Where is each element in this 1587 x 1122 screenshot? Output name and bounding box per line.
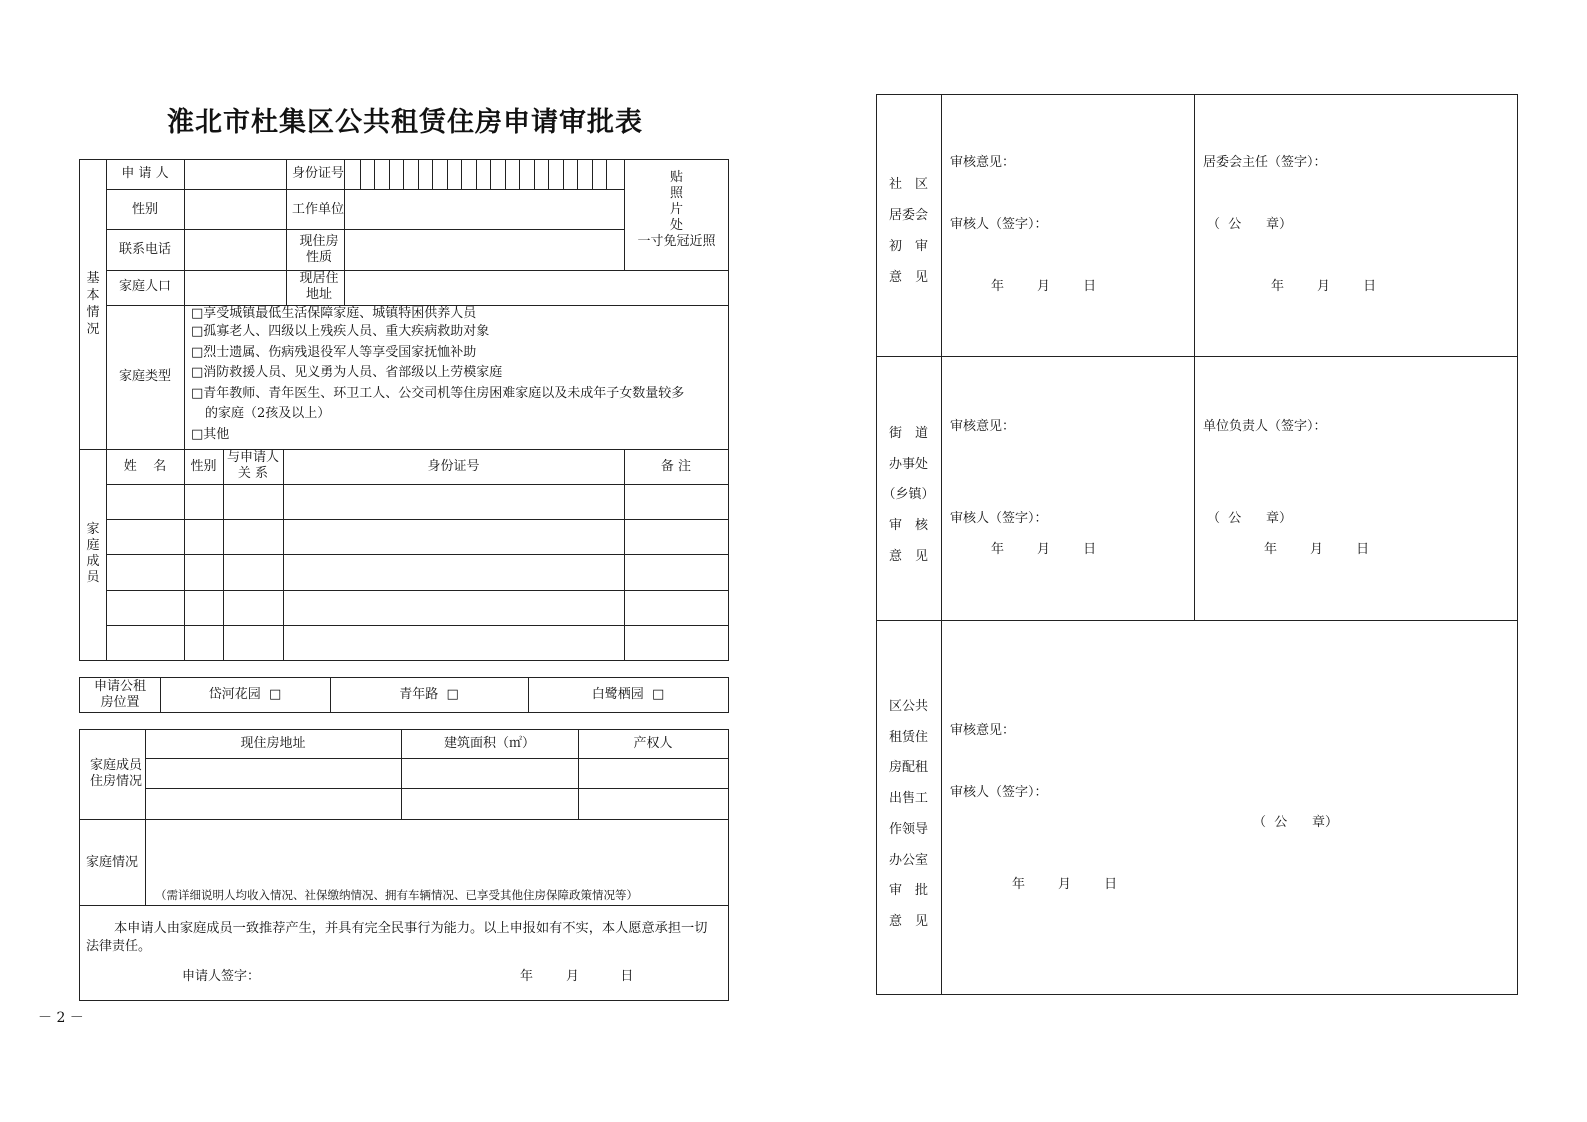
housing-label: 家庭成员住房情况 — [89, 758, 142, 789]
district-review-label-line: 作领导 — [888, 821, 928, 837]
housing-row[interactable] — [146, 789, 728, 818]
street-seal: （ 公 章） — [1207, 511, 1293, 526]
community-review-date: 年 月 日 — [991, 279, 1097, 294]
family-type-option[interactable]: □孤寡老人、四级以上残疾人员、重大疾病救助对象 — [191, 324, 490, 339]
family-type-option[interactable]: □消防救援人员、见义勇为人员、省部级以上劳模家庭 — [191, 365, 503, 381]
district-review-label-line: 审 批 — [888, 883, 928, 899]
member-row[interactable] — [107, 591, 728, 625]
employer-label: 工作单位 — [292, 202, 345, 217]
photo-area — [625, 170, 728, 250]
basic-section-label: 基本情况 — [86, 271, 100, 337]
district-review-label-line: 租赁住 — [888, 729, 928, 745]
declaration-text: 本申请人由家庭成员一致推荐产生，并具有完全民事行为能力。以上申报如有不实，本人愿意承担一切 — [114, 921, 708, 936]
member-row[interactable] — [107, 555, 728, 589]
photo-label-2: 照 — [669, 186, 683, 201]
location-option-bailuqiyuan[interactable]: 白鹭栖园 □ — [591, 687, 665, 702]
address-label: 现居住地址 — [299, 271, 339, 302]
housing-nature-input[interactable] — [345, 230, 623, 269]
location-option-qingnianlu[interactable]: 青年路 □ — [399, 687, 459, 702]
district-review-label-line: 出售工 — [888, 791, 928, 807]
family-situation-note: （需详细说明人均收入情况、社保缴纳情况、拥有车辆情况、已享受其他住房保障政策情况等） — [155, 888, 638, 902]
community-opinion-label: 审核意见： — [950, 155, 1016, 170]
member-row[interactable] — [107, 520, 728, 554]
address-input[interactable] — [345, 271, 727, 304]
member-col-id: 身份证号 — [427, 459, 480, 474]
applicant-signature-date: 年 月 日 — [520, 969, 634, 984]
member-col-relation-line: 关 系 — [237, 466, 269, 481]
members-section-label: 家庭成员 — [86, 522, 100, 585]
community-opinion-input[interactable] — [942, 95, 1193, 355]
applicant-signature-label: 申请人签字： — [182, 969, 261, 984]
gender-label: 性别 — [131, 202, 158, 217]
phone-input[interactable] — [185, 230, 285, 269]
member-col-relation-line: 与申请人 — [226, 450, 279, 465]
district-review-label-line: 办公室 — [888, 852, 928, 868]
street-head-date: 年 月 日 — [1264, 542, 1370, 557]
community-seal: （ 公 章） — [1207, 217, 1293, 232]
family-type-option-cont: 的家庭（2孩及以上） — [205, 406, 331, 422]
family-situation-input[interactable] — [146, 820, 728, 884]
member-col-relation — [223, 450, 283, 482]
family-type-option[interactable]: □烈士遗属、伤病残退役军人等享受国家抚恤补助 — [191, 344, 477, 360]
street-review-date: 年 月 日 — [991, 542, 1097, 557]
community-review-label — [876, 169, 941, 293]
district-opinion-input[interactable] — [942, 621, 1517, 993]
street-review-label-line: 办事处 — [888, 456, 928, 472]
member-row[interactable] — [107, 626, 728, 660]
street-review-label-line: （乡镇） — [882, 487, 935, 503]
gender-input[interactable] — [185, 190, 285, 228]
street-review-label-line: 街 道 — [888, 426, 928, 441]
phone-label: 联系电话 — [118, 242, 171, 257]
family-type-option[interactable]: □其他 — [191, 426, 230, 442]
applicant-input[interactable] — [185, 160, 285, 188]
housing-col-area: 建筑面积（㎡） — [443, 736, 535, 751]
location-option-daihe[interactable]: 岱河花园 □ — [208, 687, 282, 702]
household-size-input[interactable] — [185, 271, 285, 304]
page-title: 淮北市杜集区公共租赁住房申请审批表 — [167, 107, 643, 138]
district-opinion-label: 审核意见： — [950, 723, 1016, 738]
community-reviewer-label: 审核人（签字）： — [950, 217, 1048, 232]
district-review-label-line: 区公共 — [888, 699, 928, 714]
photo-label-1: 贴 — [669, 170, 683, 185]
member-col-gender: 性别 — [190, 459, 217, 474]
family-type-option[interactable]: □享受城镇最低生活保障家庭、城镇特困供养人员 — [191, 306, 477, 321]
street-reviewer-label: 审核人（签字）： — [950, 511, 1048, 526]
community-review-label-line: 初 审 — [888, 239, 928, 254]
photo-label-5: 一寸免冠近照 — [637, 234, 716, 249]
district-seal: （ 公 章） — [1253, 815, 1339, 830]
unit-head-label: 单位负责人（签字）： — [1203, 419, 1327, 434]
housing-nature-label: 现住房性质 — [299, 234, 339, 265]
street-review-label-line: 审 核 — [888, 518, 928, 534]
district-review-label-line: 房配租 — [888, 760, 928, 776]
employer-input[interactable] — [345, 190, 623, 228]
street-opinion-label: 审核意见： — [950, 419, 1016, 434]
family-type-options — [191, 306, 726, 446]
id-number-input[interactable] — [345, 160, 623, 188]
member-col-name: 姓 名 — [123, 459, 167, 474]
district-review-label — [876, 692, 941, 938]
housing-col-address: 现住房地址 — [240, 736, 306, 751]
id-number-label: 身份证号 — [292, 166, 345, 181]
housing-col-owner: 产权人 — [633, 736, 673, 751]
street-opinion-input[interactable] — [942, 357, 1193, 619]
district-review-label-line: 意 见 — [888, 913, 928, 929]
district-reviewer-label: 审核人（签字）： — [950, 785, 1048, 800]
photo-label-3: 片 — [669, 202, 683, 217]
member-col-note: 备 注 — [660, 459, 692, 474]
photo-label-4: 处 — [669, 218, 683, 233]
community-review-label-line: 居委会 — [888, 208, 928, 223]
community-review-label-line: 意 见 — [888, 270, 928, 285]
page-number: － 2 － — [38, 1010, 84, 1026]
housing-row[interactable] — [146, 759, 728, 787]
family-type-option[interactable]: □青年教师、青年医生、环卫工人、公交司机等住房困难家庭以及未成年子女数量较多 — [191, 385, 685, 401]
applicant-label: 申 请 人 — [121, 166, 169, 181]
street-review-label — [876, 419, 941, 573]
street-review-label-line: 意 见 — [888, 548, 928, 564]
family-type-label: 家庭类型 — [118, 369, 171, 384]
household-size-label: 家庭人口 — [118, 279, 171, 294]
community-review-label-line: 社 区 — [888, 177, 928, 192]
community-director-date: 年 月 日 — [1271, 279, 1377, 294]
declaration-text-cont: 法律责任。 — [86, 939, 152, 954]
member-row[interactable] — [107, 485, 728, 519]
family-situation-label: 家庭情况 — [85, 855, 138, 870]
location-label: 申请公租房位置 — [93, 679, 146, 710]
committee-director-label: 居委会主任（签字）： — [1203, 155, 1327, 170]
district-review-date: 年 月 日 — [1012, 877, 1118, 892]
